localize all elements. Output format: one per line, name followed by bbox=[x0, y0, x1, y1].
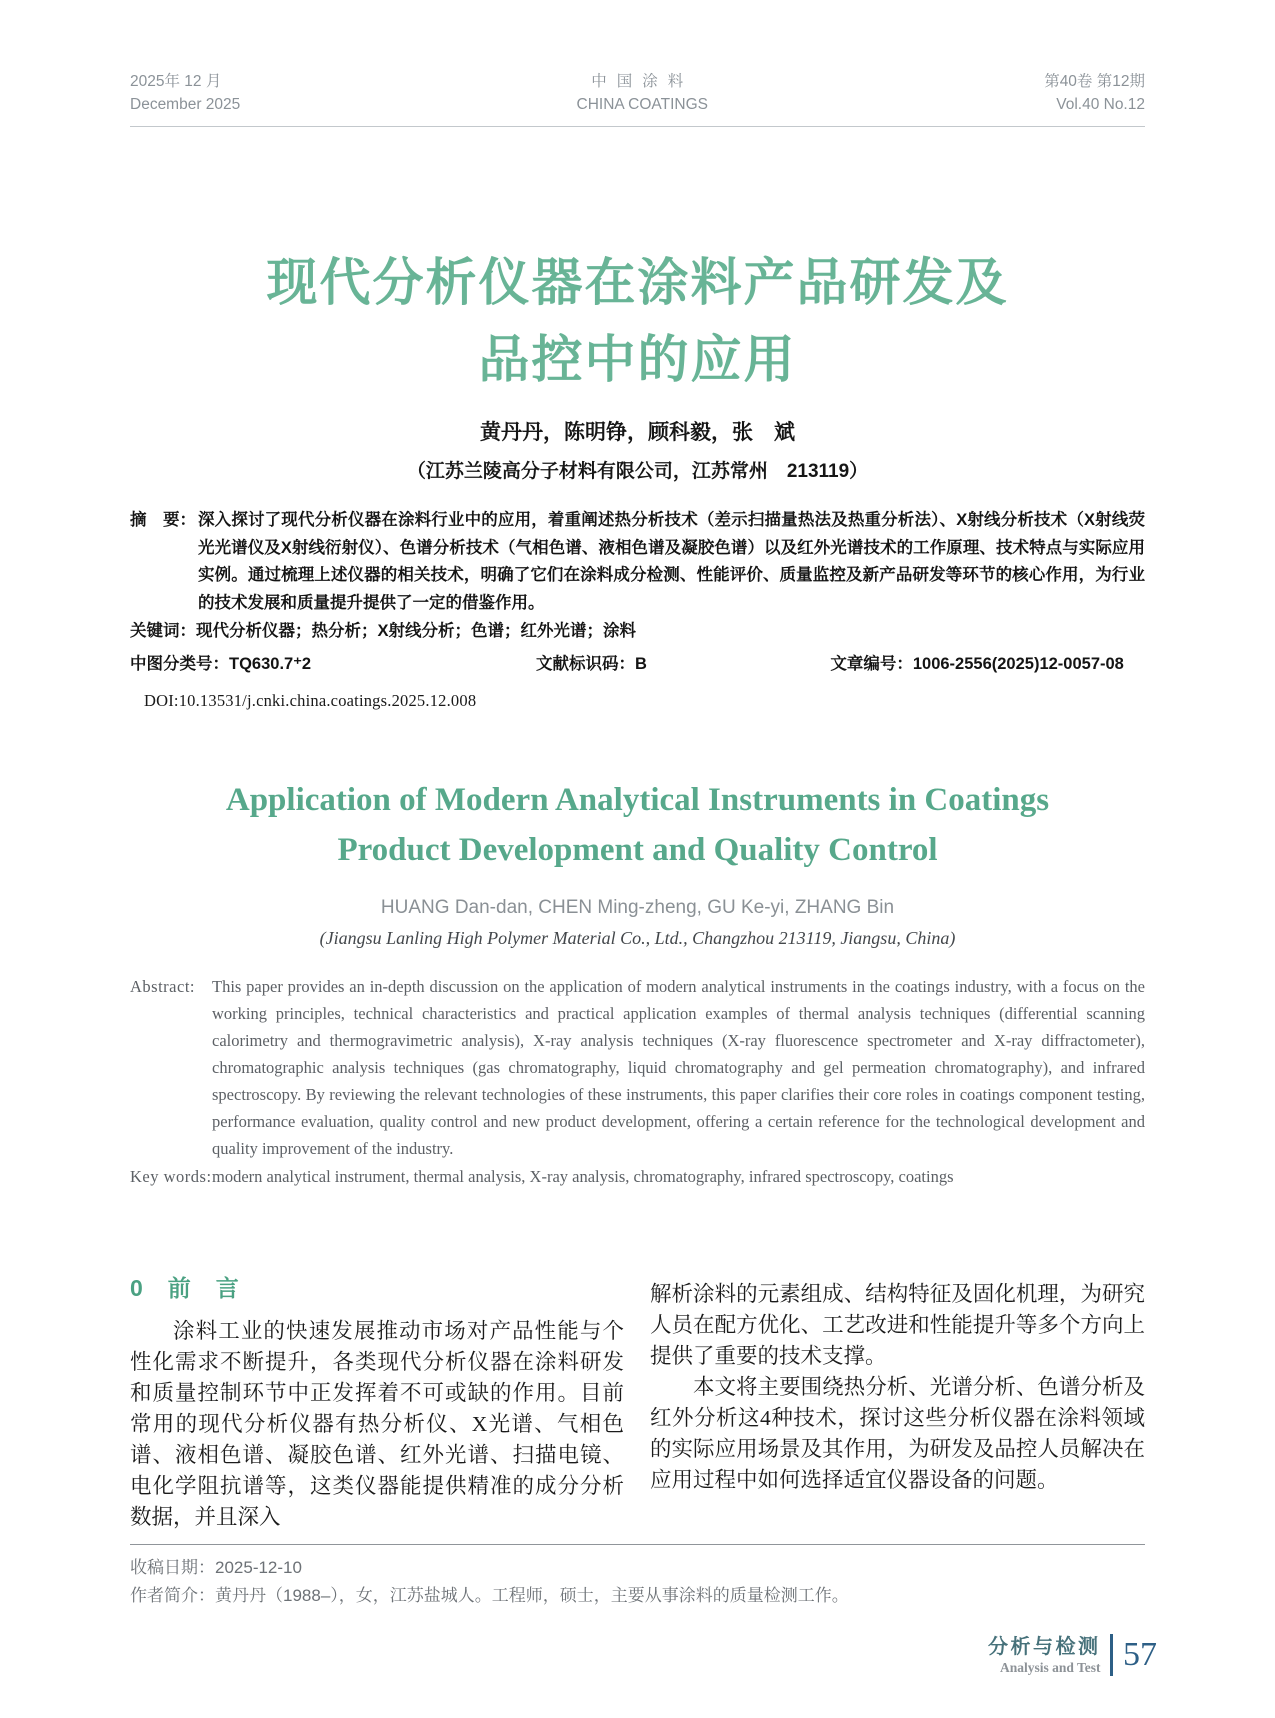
abstract-block-en bbox=[130, 973, 1145, 1190]
body-columns bbox=[130, 1270, 1145, 1533]
keywords-text-en: modern analytical instrument, thermal analysis, X-ray analysis, chromatography, infrared spectroscopy, coatings bbox=[212, 1166, 954, 1186]
page-footer bbox=[988, 1634, 1157, 1676]
keywords-cn bbox=[130, 618, 1145, 646]
left-column bbox=[130, 1270, 624, 1533]
column-label-en: Analysis and Test bbox=[999, 1659, 1101, 1675]
column-label bbox=[988, 1635, 1110, 1676]
keywords-en bbox=[130, 1163, 1145, 1190]
abstract-text-en: This paper provides an in-depth discussion on the application of modern analytical instruments in the coatings industry, with a focus on the working principles, technical characteristics and practical application examples of thermal analysis techniques (differential scanning calorimetry and thermogravimetric analysis), X-ray analysis techniques (X-ray fluorescence spectrometer and X-ray diffractometer), chromatographic analysis techniques (gas chromatography, liquid chromatography and gel permeation chromatography), and infrared spectroscopy. By reviewing the relevant technologies of these instruments, this paper clarifies their core roles in coatings component testing, performance evaluation, quality control and new product development, offering a certain reference for the technological development and quality improvement of the industry. bbox=[212, 976, 1145, 1158]
meta-row bbox=[130, 651, 1145, 679]
running-head-issue bbox=[1044, 70, 1145, 116]
article-title-en-line1: Application of Modern Analytical Instruments in Coatings bbox=[225, 781, 1050, 818]
running-head-date bbox=[130, 70, 240, 116]
section-0-heading: 0 前 言 bbox=[130, 1274, 240, 1301]
article-title-cn-line2: 品控中的应用 bbox=[478, 330, 797, 388]
right-column bbox=[650, 1270, 1145, 1533]
issue-cn: 第40卷 第12期 bbox=[1044, 73, 1145, 90]
keywords-label-en: Key words: bbox=[130, 1166, 212, 1186]
footnote bbox=[130, 1544, 1145, 1611]
page-content bbox=[130, 0, 1145, 1611]
authors-en: HUANG Dan-dan, CHEN Ming-zheng, GU Ke-yi, ZHANG Bin bbox=[380, 896, 895, 918]
abstract-text-cn: 深入探讨了现代分析仪器在涂料行业中的应用，着重阐述热分析技术（差示扫描量热法及热重分析法）、X射线分析技术（X射线荧光光谱仪及X射线衍射仪）、色谱分析技术（气相色谱、液相色谱及凝胶色谱）以及红外光谱技术的工作原理、技术特点与实际应用实例。通过梳理上述仪器的相关技术，明确了它们在涂料成分检测、性能评价、质量监控及新产品研发等环节的核心作用，为行业的技术发展和质量提升提供了一定的借鉴作用。 bbox=[198, 511, 1145, 612]
section-0-paragraph-1: 涂料工业的快速发展推动市场对产品性能与个性化需求不断提升，各类现代分析仪器在涂料研发和质量控制环节中正发挥着不可或缺的作用。目前常用的现代分析仪器有热分析仪、X光谱、气相色谱、液相色谱、凝胶色谱、红外光谱、扫描电镜、电化学阻抗谱等，这类仪器能提供精准的成分分析数据，并且深入 bbox=[130, 1318, 624, 1529]
section-0-paragraph-2: 本文将主要围绕热分析、光谱分析、色谱分析及红外分析这4种技术，探讨这些分析仪器在涂料领域的实际应用场景及其作用，为研发及品控人员解决在应用过程中如何选择适宜仪器设备的问题。 bbox=[650, 1374, 1145, 1492]
section-0-paragraph-1-continued: 解析涂料的元素组成、结构特征及固化机理，为研究人员在配方优化、工艺改进和性能提升等多个方向上提供了重要的技术支撑。 bbox=[650, 1281, 1145, 1368]
affiliation-cn: （江苏兰陵高分子材料有限公司，江苏常州 213119） bbox=[406, 461, 869, 482]
column-label-cn: 分析与检测 bbox=[988, 1635, 1101, 1658]
article-title-en-line2: Product Development and Quality Control bbox=[337, 831, 938, 868]
authors-cn: 黄丹丹，陈明铮，顾科毅，张 斌 bbox=[480, 421, 795, 444]
article-title-en bbox=[130, 775, 1145, 875]
clc-number: 中图分类号：TQ630.7⁺2 bbox=[130, 654, 312, 673]
article-title-cn bbox=[130, 245, 1145, 398]
article-id: 文章编号：1006-2556(2025)12-0057-08 bbox=[830, 654, 1124, 673]
affiliation-en: (Jiangsu Lanling High Polymer Material Co., Ltd., Changzhou 213119, Jiangsu, China) bbox=[319, 927, 956, 948]
running-head-journal bbox=[577, 70, 708, 116]
date-cn: 2025年 12 月 bbox=[130, 73, 222, 90]
document-code: 文献标识码：B bbox=[536, 654, 647, 673]
journal-name-en: CHINA COATINGS bbox=[576, 96, 708, 113]
issue-en: Vol.40 No.12 bbox=[1056, 96, 1145, 113]
date-en: December 2025 bbox=[130, 96, 241, 113]
received-date: 收稿日期：2025-12-10 bbox=[130, 1557, 302, 1577]
journal-name-cn: 中国涂料 bbox=[591, 73, 694, 90]
abstract-label-en: Abstract: bbox=[130, 976, 195, 996]
running-head bbox=[130, 0, 1145, 127]
page-number: 57 bbox=[1123, 1636, 1157, 1673]
doi: DOI:10.13531/j.cnki.china.coatings.2025.12.008 bbox=[144, 691, 477, 710]
abstract-label-cn: 摘 要： bbox=[130, 511, 196, 529]
abstract-block-cn bbox=[130, 507, 1145, 715]
keywords-text-cn: 现代分析仪器；热分析；X射线分析；色谱；红外光谱；涂料 bbox=[196, 622, 637, 640]
abstract-en bbox=[130, 973, 1145, 1162]
keywords-label-cn: 关键词： bbox=[130, 622, 196, 640]
author-bio: 作者简介：黄丹丹（1988–），女，江苏盐城人。工程师，硕士，主要从事涂料的质量检测工作。 bbox=[130, 1586, 849, 1605]
article-title-cn-line1: 现代分析仪器在涂料产品研发及 bbox=[266, 254, 1009, 311]
abstract-cn bbox=[130, 507, 1145, 617]
